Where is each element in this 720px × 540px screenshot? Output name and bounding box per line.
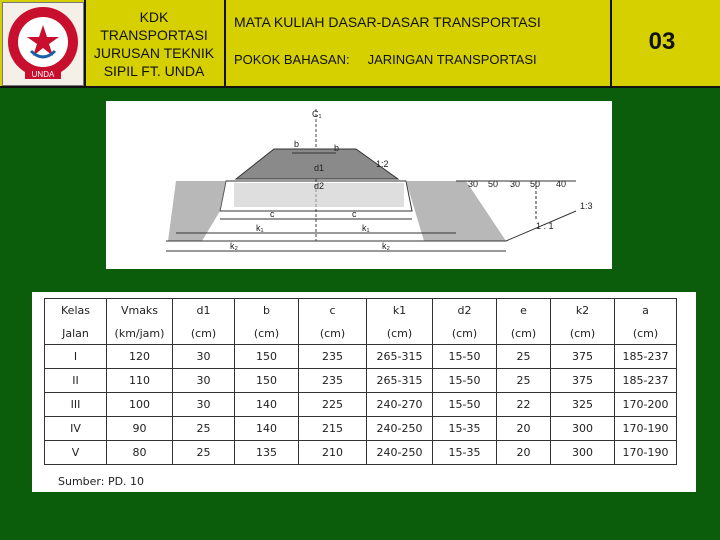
table-cell: 20 <box>497 441 551 465</box>
table-cell: 210 <box>299 441 367 465</box>
header-cell: a <box>615 299 677 323</box>
org-line: JURUSAN TEKNIK <box>93 45 215 61</box>
logo-bottom-text: UNDA <box>31 70 55 79</box>
diagram-label: 30 <box>468 179 479 189</box>
table-cell: 170-200 <box>615 393 677 417</box>
table-cell: 265-315 <box>367 345 433 369</box>
diagram-label: 50 <box>530 179 541 189</box>
diagram-label: 1 : 1 <box>536 221 554 231</box>
table-cell: 185-237 <box>615 369 677 393</box>
table-source-note: Sumber: PD. 10 <box>58 475 145 488</box>
table-header-row <box>45 299 677 323</box>
table-cell: 300 <box>551 441 615 465</box>
table-cell: 225 <box>299 393 367 417</box>
header-cell: Vmaks <box>107 299 173 323</box>
unit-cell: (cm) <box>367 322 433 345</box>
diagram-label: k₂ <box>230 241 238 251</box>
table-cell: 90 <box>107 417 173 441</box>
table-cell: II <box>45 369 107 393</box>
table-row <box>45 345 677 369</box>
diagram-label: 1:2 <box>376 159 389 169</box>
org-line: SIPIL FT. UNDA <box>103 63 205 79</box>
unit-cell: (km/jam) <box>107 322 173 345</box>
table-cell: 30 <box>173 369 235 393</box>
road-class-table-panel <box>32 292 696 492</box>
page-number: 03 <box>648 28 676 55</box>
diagram-label: b <box>334 143 340 153</box>
header-cell: k1 <box>367 299 433 323</box>
table-cell: 375 <box>551 369 615 393</box>
header-rule <box>0 86 720 88</box>
table-row <box>45 417 677 441</box>
title-bar <box>0 0 720 86</box>
table-cell: 240-250 <box>367 417 433 441</box>
diagram-label: 1:3 <box>580 201 593 211</box>
road-cross-section-diagram <box>106 101 612 269</box>
unit-cell: Jalan <box>45 322 107 345</box>
diagram-label: 50 <box>488 179 499 189</box>
table-row <box>45 369 677 393</box>
header-cell: d1 <box>173 299 235 323</box>
header-cell: d2 <box>433 299 497 323</box>
table-cell: 15-50 <box>433 345 497 369</box>
diagram-label: c <box>352 209 357 219</box>
table-cell: 240-270 <box>367 393 433 417</box>
table-cell: 25 <box>497 345 551 369</box>
table-cell: 375 <box>551 345 615 369</box>
diagram-label: k₂ <box>382 241 390 251</box>
table-cell: 170-190 <box>615 441 677 465</box>
table-cell: 20 <box>497 417 551 441</box>
table-cell: 240-250 <box>367 441 433 465</box>
header-cell: b <box>235 299 299 323</box>
course-title: MATA KULIAH DASAR-DASAR TRANSPORTASI <box>234 14 541 30</box>
header-cell: c <box>299 299 367 323</box>
topic-label: POKOK BAHASAN: <box>234 52 350 67</box>
table-cell: 140 <box>235 417 299 441</box>
table-cell: 30 <box>173 393 235 417</box>
diagram-label: 40 <box>556 179 567 189</box>
table-cell: 215 <box>299 417 367 441</box>
table-cell: 185-237 <box>615 345 677 369</box>
table-cell: I <box>45 345 107 369</box>
diagram-label: C₁ <box>312 109 322 119</box>
topic-line <box>234 52 555 67</box>
table-cell: 80 <box>107 441 173 465</box>
org-block <box>86 8 222 80</box>
table-cell: 150 <box>235 345 299 369</box>
topic-value: JARINGAN TRANSPORTASI <box>367 52 537 67</box>
table-unit-row <box>45 322 677 345</box>
table-cell: 25 <box>497 369 551 393</box>
table-row <box>45 441 677 465</box>
table-cell: 25 <box>173 417 235 441</box>
diagram-label: k₁ <box>362 223 370 233</box>
table-cell: 235 <box>299 369 367 393</box>
org-line: TRANSPORTASI <box>100 27 208 43</box>
table-cell: 100 <box>107 393 173 417</box>
unit-cell: (cm) <box>235 322 299 345</box>
unit-cell: (cm) <box>551 322 615 345</box>
table-cell: III <box>45 393 107 417</box>
table-cell: 140 <box>235 393 299 417</box>
table-cell: IV <box>45 417 107 441</box>
diagram-label: c <box>270 209 275 219</box>
unit-cell: (cm) <box>433 322 497 345</box>
table-cell: 15-50 <box>433 393 497 417</box>
table-cell: 265-315 <box>367 369 433 393</box>
table-cell: 30 <box>173 345 235 369</box>
table-cell: 120 <box>107 345 173 369</box>
diagram-label: d1 <box>314 163 325 173</box>
table-cell: 25 <box>173 441 235 465</box>
road-class-table <box>44 298 677 465</box>
diagram-label: k₁ <box>256 223 264 233</box>
diagram-label: 30 <box>510 179 521 189</box>
header-cell: e <box>497 299 551 323</box>
table-cell: 22 <box>497 393 551 417</box>
divider <box>224 0 226 86</box>
table-row <box>45 393 677 417</box>
diagram-label: b <box>294 139 300 149</box>
header-cell: Kelas <box>45 299 107 323</box>
table-cell: 300 <box>551 417 615 441</box>
table-cell: 135 <box>235 441 299 465</box>
university-logo <box>2 2 84 86</box>
org-line: KDK <box>139 9 169 25</box>
table-cell: 325 <box>551 393 615 417</box>
unit-cell: (cm) <box>615 322 677 345</box>
table-cell: 110 <box>107 369 173 393</box>
table-cell: 15-35 <box>433 417 497 441</box>
table-cell: 150 <box>235 369 299 393</box>
table-cell: V <box>45 441 107 465</box>
unit-cell: (cm) <box>497 322 551 345</box>
unit-cell: (cm) <box>299 322 367 345</box>
table-cell: 170-190 <box>615 417 677 441</box>
header-cell: k2 <box>551 299 615 323</box>
table-cell: 235 <box>299 345 367 369</box>
unit-cell: (cm) <box>173 322 235 345</box>
diagram-label: d2 <box>314 181 325 191</box>
table-cell: 15-35 <box>433 441 497 465</box>
table-cell: 15-50 <box>433 369 497 393</box>
